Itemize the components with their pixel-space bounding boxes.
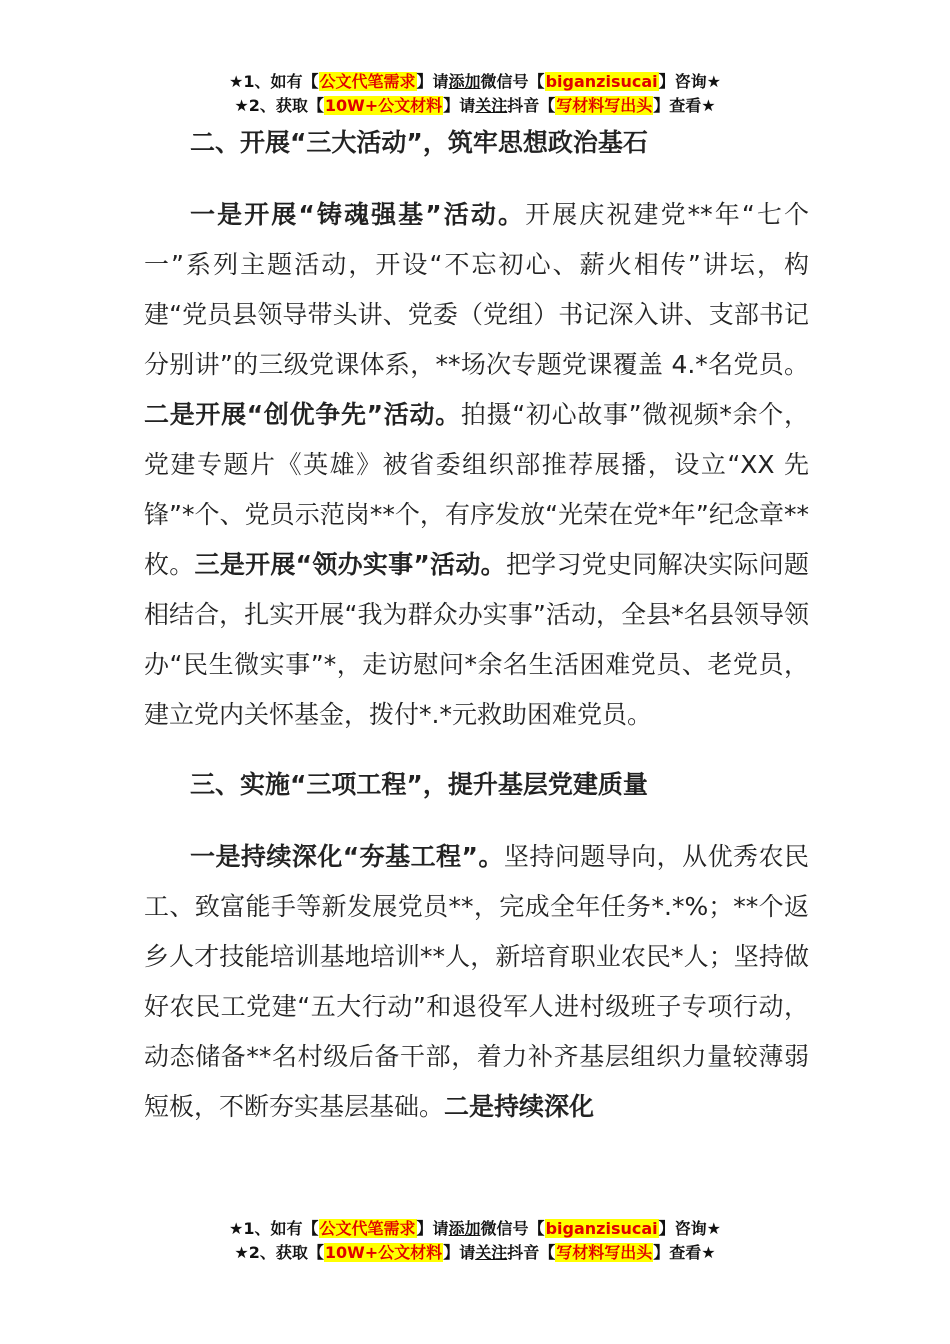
top-promo-banner xyxy=(0,70,950,118)
section-2-heading: 二、开展“三大活动”，筑牢思想政治基石 xyxy=(190,128,648,157)
highlight-materials: 10W+公文材料 xyxy=(324,96,443,115)
section-3-heading: 三、实施“三项工程”，提升基层党建质量 xyxy=(190,770,648,799)
highlight-wechat-id: biganzisucai xyxy=(545,72,658,91)
promo-line-1: ★1、如有【公文代笔需求】请添加微信号【biganzisucai】咨询★ xyxy=(229,1219,721,1238)
bottom-promo-banner xyxy=(0,1217,950,1265)
promo-line-1: ★1、如有【公文代笔需求】请添加微信号【biganzisucai】咨询★ xyxy=(229,72,721,91)
promo-line-2: ★2、获取【10W+公文材料】请关注抖音【写材料写出头】查看★ xyxy=(234,96,716,115)
highlight-wechat-id: biganzisucai xyxy=(545,1219,658,1238)
highlight-materials: 10W+公文材料 xyxy=(324,1243,443,1262)
highlight-douyin-account: 写材料写出头 xyxy=(556,1243,653,1262)
promo-line-2: ★2、获取【10W+公文材料】请关注抖音【写材料写出头】查看★ xyxy=(234,1243,716,1262)
section-2-paragraph: 一是开展“铸魂强基”活动。开展庆祝建党**年“七个一”系列主题活动，开设“不忘初心、薪火相传”讲坛，构建“党员县领导带头讲、党委（党组）书记深入讲、支部书记分别讲”的三级党课体系，**场次专题党课覆盖 4.*名党员。二是开展“创优争先”活动。拍摄“初心故事”微视频*余个，党建专题片《英雄》被省委组织部推荐展播，设立“XX 先锋”*个、党员示范岗**个，有序发放“光荣在党*年”纪念章**枚。三是开展“领办实事”活动。把学习党史同解决实际问题相结合，扎实开展“我为群众办实事”活动，全县*名县领导领办“民生微实事”*，走访慰问*余名生活困难党员、老党员，建立党内关怀基金，拨付*.*元救助困难党员。 xyxy=(144,200,809,729)
document-body xyxy=(144,118,809,1132)
highlight-service: 公文代笔需求 xyxy=(319,1219,416,1238)
highlight-service: 公文代笔需求 xyxy=(319,72,416,91)
highlight-douyin-account: 写材料写出头 xyxy=(556,96,653,115)
section-3-paragraph: 一是持续深化“夯基工程”。坚持问题导向，从优秀农民工、致富能手等新发展党员**，完成全年任务*.*%；**个返乡人才技能培训基地培训**人，新培育职业农民*人；坚持做好农民工党建“五大行动”和退役军人进村级班子专项行动，动态储备**名村级后备干部，着力补齐基层组织力量较薄弱短板，不断夯实基层基础。二是持续深化 xyxy=(144,842,809,1121)
